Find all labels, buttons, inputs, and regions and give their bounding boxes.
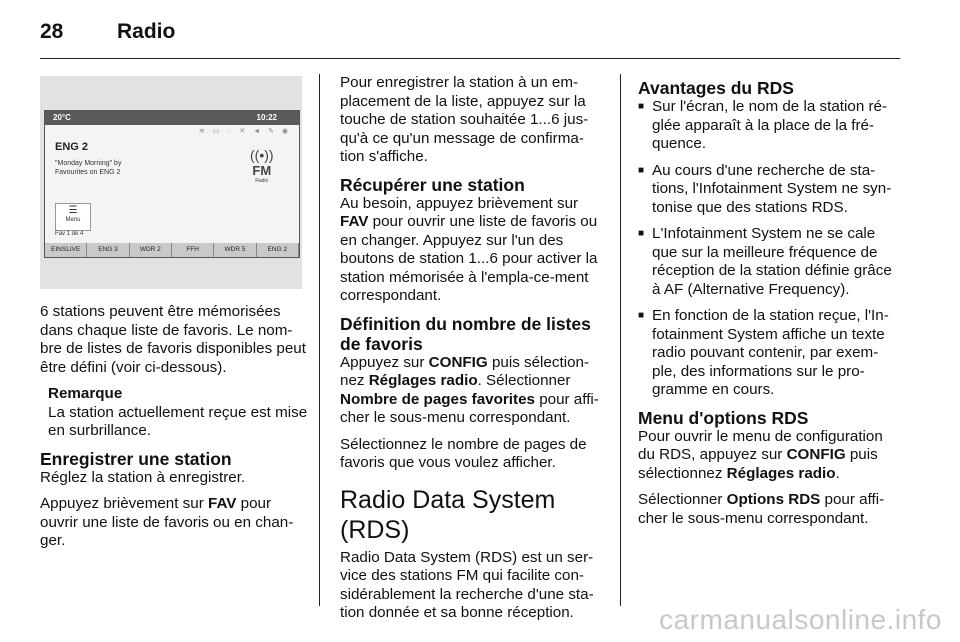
- remark-block: [40, 385, 308, 441]
- display-preset: FFH: [172, 243, 214, 257]
- display-preset: EINSLIVE: [45, 243, 87, 257]
- display-menu-label: Menu: [65, 217, 81, 223]
- text: pour ouvrir une liste de favoris ou en changer. Appuyez sur l'un des boutons de station 1...6 pour activer la station mémorisée à l'empla-ce-ment correspondant.: [340, 213, 598, 304]
- radio-signal-icon: ((•)): [250, 147, 274, 163]
- text: . Sélectionner: [477, 372, 571, 389]
- list-item: [638, 307, 900, 400]
- column-divider: [620, 74, 621, 606]
- text: pour affi-cher le sous-menu correspondant.: [340, 390, 599, 426]
- key-fav: FAV: [208, 495, 237, 512]
- paragraph: [340, 195, 606, 306]
- menu-rds-options: Options RDS: [726, 491, 821, 508]
- heading-rds-menu: Menu d'options RDS: [638, 407, 809, 428]
- display-station-name: ENG 2: [55, 141, 89, 153]
- remark-title: Remarque: [48, 385, 123, 402]
- column-3: [638, 74, 900, 536]
- paragraph: 6 stations peuvent être mémorisées dans chaque liste de favoris. Le nom-bre de listes de favoris disponibles peut être défini (voir ci-dessous).: [40, 303, 306, 376]
- text: puis sélectionnez: [638, 446, 878, 482]
- display-preset: ENG 2: [257, 243, 299, 257]
- display-band: FM: [252, 163, 272, 178]
- list-item-text: L'Infotainment System ne se cale que sur la meilleure fréquence de réception de la station définie grâce à AF (Alternative Frequency).: [652, 225, 892, 298]
- key-config: CONFIG: [786, 446, 846, 463]
- heading-rds-advantages: Avantages du RDS: [638, 78, 794, 98]
- column-2: [340, 74, 606, 631]
- text: pour ouvrir une liste de favoris ou en chan-ger.: [40, 495, 294, 549]
- infotainment-display: [44, 110, 300, 258]
- heading-recover-station: Récupérer une station: [340, 174, 525, 195]
- display-preset: ENG 3: [87, 243, 129, 257]
- bullet-icon: ■: [638, 164, 645, 176]
- text: Appuyez sur: [340, 353, 429, 371]
- paragraph: [638, 428, 900, 484]
- display-radio-text-line2: Favourites on ENG 2: [55, 169, 121, 176]
- display-preset: WDR 2: [130, 243, 172, 257]
- watermark: carmanualsonline.info: [659, 604, 942, 635]
- menu-radio-settings: Réglages radio: [368, 372, 478, 389]
- display-preset-bar: [45, 243, 299, 257]
- list-item: [638, 225, 900, 299]
- list-item: [638, 162, 900, 218]
- menu-favorite-pages: Nombre de pages favorites: [340, 390, 535, 408]
- paragraph: [340, 354, 606, 428]
- display-preset: WDR 5: [214, 243, 256, 257]
- display-menu-button: [55, 203, 91, 231]
- list-item-text: Sur l'écran, le nom de la station ré-glée apparaît à la place de la fré-quence.: [652, 98, 888, 152]
- display-band-sub: Radio: [255, 178, 269, 184]
- list-item-text: En fonction de la station reçue, l'In-fotainment System affiche un texte radio pouvant contenir, par exem-ple, des informations sur le pro-gramme en cours.: [652, 307, 889, 398]
- display-time: 10:22: [256, 113, 277, 122]
- bullet-icon: ■: [638, 310, 645, 321]
- display-radio-text-line1: "Monday Morning" by: [55, 160, 122, 167]
- display-temperature: 20°C: [53, 113, 71, 122]
- display-status-bar: [45, 111, 299, 125]
- text: Au besoin, appuyez brièvement sur: [340, 194, 579, 212]
- header-rule: [40, 58, 900, 59]
- heading-rds: Radio Data System (RDS): [340, 485, 556, 544]
- bullet-icon: ■: [638, 101, 645, 112]
- paragraph: [638, 491, 900, 528]
- menu-icon: ☰: [68, 205, 78, 216]
- paragraph: [40, 495, 308, 551]
- remark-text: La station actuellement reçue est mise en surbrillance.: [48, 403, 308, 439]
- text: pour affi-cher le sous-menu correspondant.: [638, 491, 885, 527]
- list-item-text: Au cours d'une recherche de sta-tions, l'Infotainment System ne syn-tonise que des stations RDS.: [652, 161, 892, 216]
- text: .: [835, 464, 840, 482]
- column-1: [40, 303, 308, 559]
- key-config: CONFIG: [428, 353, 488, 371]
- paragraph: Sélectionnez le nombre de pages de favoris que vous voulez afficher.: [340, 435, 587, 471]
- text: Pour ouvrir le menu de configuration du RDS, appuyez sur: [638, 427, 883, 463]
- text: Appuyez brièvement sur: [40, 495, 208, 512]
- display-fav-page: Fav 1 de 4: [55, 231, 84, 237]
- heading-register-station: Enregistrer une station: [40, 448, 232, 469]
- paragraph: Réglez la station à enregistrer.: [40, 468, 246, 486]
- display-status-icons: ≋ ▭ ◌ ✕ ◄ ✎ ◉: [198, 128, 291, 135]
- heading-define-favorites: Définition du nombre de listes de favoris: [340, 313, 591, 354]
- radio-screen-image: [40, 76, 302, 289]
- page-number: 28: [40, 20, 64, 43]
- display-radio-text: [55, 159, 121, 177]
- column-divider: [319, 74, 320, 606]
- menu-radio-settings: Réglages radio: [726, 464, 836, 482]
- text: Sélectionner: [638, 491, 727, 508]
- text: puis sélection-nez: [340, 353, 590, 389]
- display-band-indicator: [250, 147, 274, 184]
- list-item: [638, 98, 900, 154]
- paragraph: Pour enregistrer la station à un em-placement de la liste, appuyez sur la touche de station souhaitée 1...6 jus-qu'à ce qu'un message de confirma-tion s'affiche.: [340, 74, 589, 165]
- section-title: Radio: [117, 20, 176, 43]
- bullet-icon: ■: [638, 228, 645, 239]
- paragraph: Radio Data System (RDS) est un ser-vice des stations FM qui facilite con-sidérablement la recherche d'une sta-tion donnée et sa bonne réception.: [340, 548, 594, 621]
- key-fav: FAV: [340, 213, 369, 230]
